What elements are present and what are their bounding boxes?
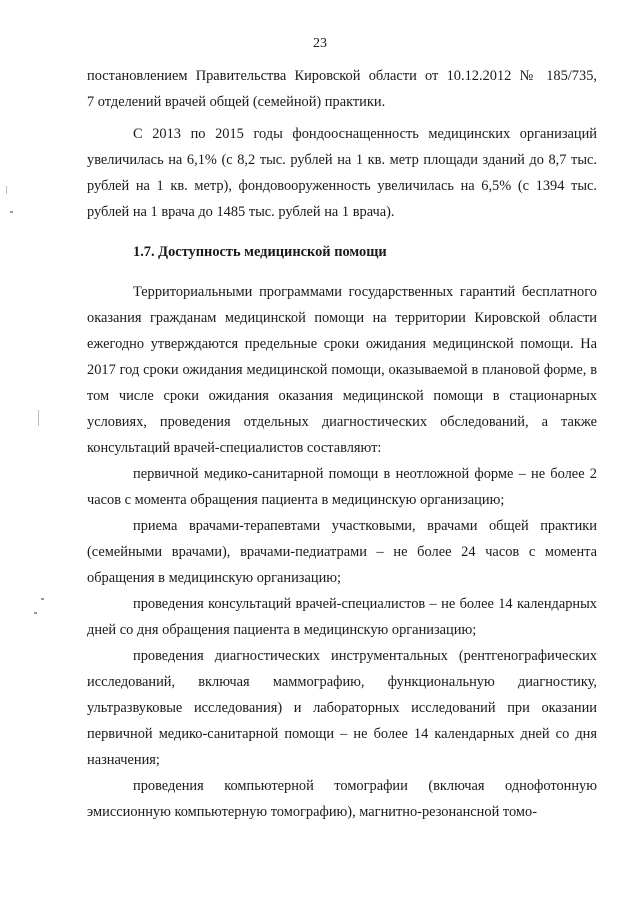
paragraph-specialist-consultations: проведения консультаций врачей-специалистов – не более 14 календарных дней со дня обращения пациента в медицинскую организацию; [87,596,597,638]
paragraph-tomography: проведения компьютерной томографии (включая однофотонную эмиссионную компьютерную томографию), магнитно-резонансной томо- [87,778,597,820]
page-number: 23 [313,36,327,51]
scan-artifact [34,612,37,614]
paragraph-diagnostics: проведения диагностических инструментальных (рентгенографических исследований, включая маммографию, функциональную диагностику, ультразвуковые исследования) и лабораторных исследований при оказании первичной медико-санитарной помощи – не более 14 календарных дней со дня назначения; [87,648,597,768]
paragraph-urgent-care: первичной медико-санитарной помощи в неотложной форме – не более 2 часов с момента обращения пациента в медицинскую организацию; [87,466,597,508]
paragraph-funding: С 2013 по 2015 годы фондооснащенность медицинских организаций увеличилась на 6,1% (с 8,2 тыс. рублей на 1 кв. метр площади зданий до 8,7 тыс. рублей на 1 кв. метр), фондовооруженность увеличилась на 6,5% (с 1394 тыс. рублей на 1 врача до 1485 тыс. рублей на 1 врача). [87,126,597,220]
paragraph-therapist-visits: приема врачами-терапевтами участковыми, врачами общей практики (семейными врачами), врачами-педиатрами – не более 24 часов с момента обращения в медицинскую организацию; [87,518,597,586]
paragraph-programs: Территориальными программами государственных гарантий бесплатного оказания гражданам медицинской помощи на территории Кировской области ежегодно утверждаются предельные сроки ожидания медицинской помощи. На 2017 год сроки ожидания медицинской помощи, оказываемой в плановой форме, в том числе сроки ожидания оказания медицинской помощи в стационарных условиях, проведения отдельных диагностических обследований, а также консультаций врачей-специалистов составляют: [87,284,597,456]
scan-artifact [41,598,44,600]
paragraph-continuation-line-2: 7 отделений врачей общей (семейной) практики. [87,94,386,110]
paragraph-continuation [87,63,597,115]
scan-artifact [38,410,39,426]
document-body [87,63,597,825]
scan-artifact [6,186,7,194]
paragraph-continuation-line-1: постановлением Правительства Кировской области от 10.12.2012 № 185/735, [87,68,597,84]
scan-artifact [10,211,13,213]
section-heading: 1.7. Доступность медицинской помощи [133,244,387,260]
